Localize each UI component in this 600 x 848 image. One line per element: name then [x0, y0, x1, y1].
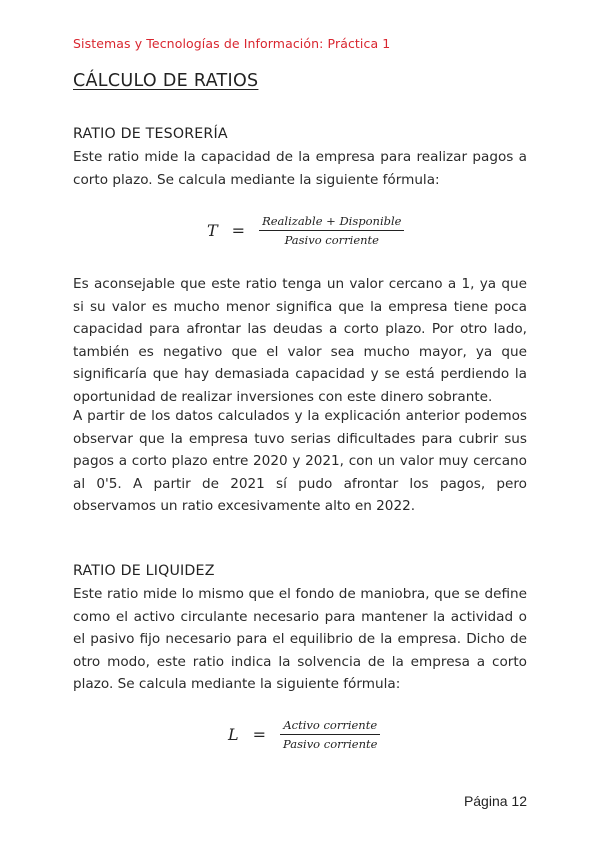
formula-lhs: L	[228, 725, 239, 744]
formula-liquidez	[228, 718, 380, 751]
formula-fraction	[259, 214, 404, 247]
paragraph-tesoreria-2: A partir de los datos calculados y la explicación anterior podemos observar que la empresa tuvo serias dificultades para cubrir sus pagos a corto plazo entre 2020 y 2021, con un valor muy cercano al 0'5. A partir de 2021 sí pudo afrontar los pagos, pero observamos un ratio excesivamente alto en 2022.	[73, 408, 527, 515]
section-heading-liquidez: RATIO DE LIQUIDEZ	[73, 563, 215, 579]
formula-fraction	[280, 718, 380, 751]
formula-lhs: T	[207, 221, 218, 240]
formula-denominator: Pasivo corriente	[284, 233, 379, 247]
section-intro-tesoreria: Este ratio mide la capacidad de la empresa para realizar pagos a corto plazo. Se calcula mediante la siguiente fórmula:	[73, 149, 527, 188]
formula-tesoreria	[207, 214, 404, 247]
formula-equals: =	[231, 221, 246, 240]
formula-equals: =	[252, 725, 267, 744]
formula-numerator: Activo corriente	[280, 718, 380, 735]
page-title: CÁLCULO DE RATIOS	[73, 71, 259, 91]
running-header: Sistemas y Tecnologías de Información: Práctica 1	[73, 36, 391, 51]
page-number: Página 12	[463, 793, 527, 809]
paragraph-tesoreria-1: Es aconsejable que este ratio tenga un valor cercano a 1, ya que si su valor es mucho menor significa que la empresa tiene poca capacidad para afrontar las deudas a corto plazo. Por otro lado, también es negativo que el valor sea mucho mayor, ya que significaría que hay demasiada capacidad y se está perdiendo la oportunidad de realizar inversiones con este dinero sobrante.	[73, 276, 527, 405]
formula-denominator: Pasivo corriente	[283, 737, 378, 751]
section-heading-tesoreria: RATIO DE TESORERÍA	[73, 126, 228, 142]
section-intro-liquidez: Este ratio mide lo mismo que el fondo de maniobra, que se define como el activo circulante necesario para mantener la actividad o el pasivo fijo necesario para el equilibrio de la empresa. Dicho de otro modo, este ratio indica la solvencia de la empresa a corto plazo. Se calcula mediante la siguiente fórmula:	[73, 586, 527, 693]
formula-numerator: Realizable + Disponible	[259, 214, 404, 231]
